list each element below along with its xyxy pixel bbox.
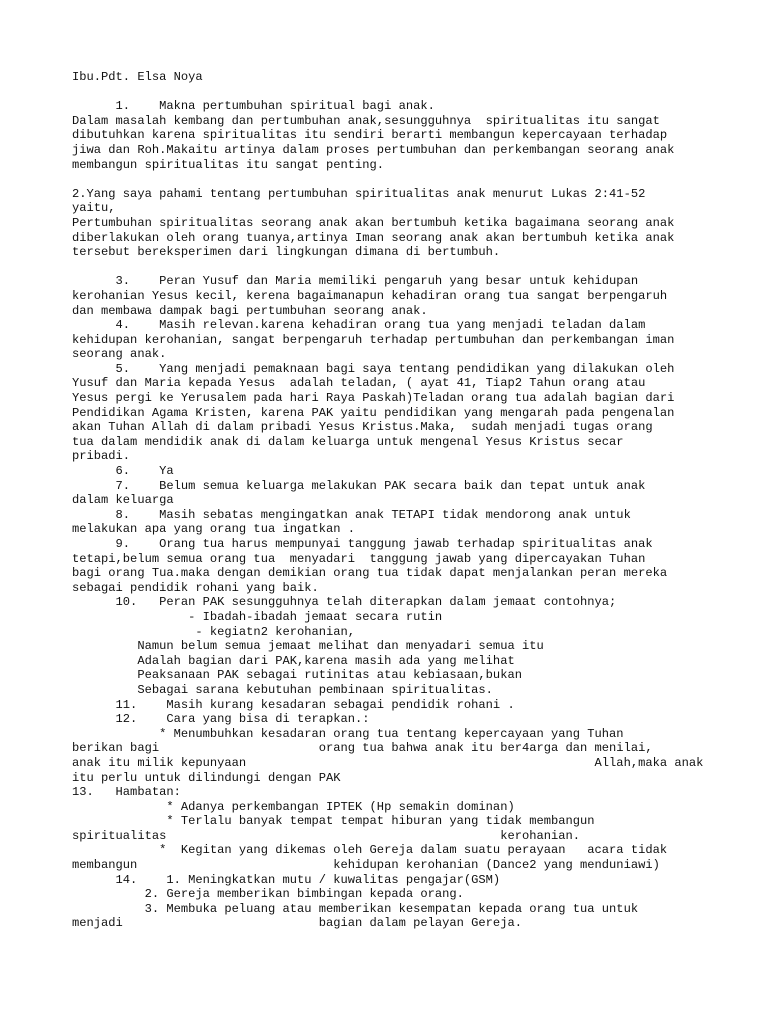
- document-line: 1. Makna pertumbuhan spiritual bagi anak.: [72, 99, 435, 114]
- document-line: Namun belum semua jemaat melihat dan menyadari semua itu: [72, 639, 544, 654]
- document-line: anak itu milik kepunyaan Allah,maka anak: [72, 755, 704, 770]
- document-line: diberlakukan oleh orang tuanya,artinya Iman seorang anak akan bertumbuh ketika anak: [72, 230, 675, 245]
- document-line: membangun kehidupan kerohanian (Dance2 yang menduniawi): [72, 858, 660, 873]
- document-line: menjadi bagian dalam pelayan Gereja.: [72, 916, 522, 931]
- document-line: * Terlalu banyak tempat tempat hiburan yang tidak membangun: [72, 814, 595, 829]
- document-line: berikan bagi orang tua bahwa anak itu ber4arga dan menilai,: [72, 741, 653, 756]
- document-line: akan Tuhan Allah di dalam pribadi Yesus Kristus.Maka, sudah menjadi tugas orang: [72, 420, 653, 435]
- document-line: Peaksanaan PAK sebagai rutinitas atau kebiasaan,bukan: [72, 668, 522, 683]
- document-line: itu perlu untuk dilindungi dengan PAK: [72, 770, 341, 785]
- document-line: 3. Peran Yusuf dan Maria memiliki pengaruh yang besar untuk kehidupan: [72, 274, 639, 289]
- document-line: seorang anak.: [72, 347, 167, 362]
- document-line: * Kegitan yang dikemas oleh Gereja dalam suatu perayaan acara tidak: [72, 843, 668, 858]
- document-line: [72, 85, 712, 100]
- document-line: * Adanya perkembangan IPTEK (Hp semakin dominan): [72, 799, 515, 814]
- document-line: 7. Belum semua keluarga melakukan PAK secara baik dan tepat untuk anak: [72, 478, 646, 493]
- document-line: tua dalam mendidik anak di dalam keluarga untuk mengenal Yesus Kristus secar: [72, 434, 624, 449]
- document-line: sebagai pendidik rohani yang baik.: [72, 580, 319, 595]
- document-line: 9. Orang tua harus mempunyai tanggung jawab terhadap spiritualitas anak: [72, 537, 653, 551]
- document-line: kehidupan kerohanian, sangat berpengaruh terhadap pertumbuhan dan perkembangan iman: [72, 332, 675, 347]
- document-line: Pertumbuhan spiritualitas seorang anak akan bertumbuh ketika bagaimana seorang anak: [72, 215, 675, 230]
- document-line: Yesus pergi ke Yerusalem pada hari Raya Paskah)Teladan orang tua adalah bagian dari: [72, 391, 675, 406]
- document-line: Pendidikan Agama Kristen, karena PAK yaitu pendidikan yang mengarah pada pengenalan: [72, 405, 675, 420]
- document-line: bagi orang Tua.maka dengan demikian orang tua tidak dapat menjalankan peran mereka: [72, 566, 668, 581]
- document-line: - Ibadah-ibadah jemaat secara rutin: [72, 609, 443, 624]
- document-line: Dalam masalah kembang dan pertumbuhan anak,sesungguhnya spiritualitas itu sangat: [72, 113, 660, 128]
- document-line: [72, 172, 712, 187]
- document-line: [72, 260, 712, 275]
- document-line: 13. Hambatan:: [72, 785, 181, 800]
- document-body: [72, 85, 712, 931]
- document-page: [72, 70, 712, 931]
- document-line: Yusuf dan Maria kepada Yesus adalah teladan, ( ayat 41, Tiap2 Tahun orang atau: [72, 376, 646, 391]
- document-line: 5. Yang menjadi pemaknaan bagi saya tentang pendidikan yang dilakukan oleh: [72, 361, 675, 376]
- document-line: 14. 1. Meningkatkan mutu / kuwalitas pengajar(GSM): [72, 872, 501, 887]
- document-line: membangun spiritualitas itu sangat penting.: [72, 157, 385, 172]
- document-line: pribadi.: [72, 449, 131, 464]
- document-line: tersebut bereksperimen dari lingkungan dimana di bertumbuh.: [72, 245, 501, 260]
- document-line: tetapi,belum semua orang tua menyadari tanggung jawab yang dipercayakan Tuhan: [72, 551, 646, 566]
- document-line: Sebagai sarana kebutuhan pembinaan spiritualitas.: [72, 682, 493, 697]
- document-author: Ibu.Pdt. Elsa Noya: [72, 70, 203, 84]
- document-line: 6. Ya: [72, 464, 174, 479]
- document-line: 8. Masih sebatas mengingatkan anak TETAPI tidak mendorong anak untuk: [72, 507, 631, 522]
- document-line: 10. Peran PAK sesungguhnya telah diterapkan dalam jemaat contohnya;: [72, 595, 617, 610]
- document-line: yaitu,: [72, 201, 116, 216]
- document-line: spiritualitas kerohanian.: [72, 828, 581, 843]
- document-line: 3. Membuka peluang atau memberikan kesempatan kepada orang tua untuk: [72, 901, 639, 916]
- document-line: 2.Yang saya pahami tentang pertumbuhan spiritualitas anak menurut Lukas 2:41-52: [72, 186, 646, 201]
- document-line: kerohanian Yesus kecil, kerena bagaimanapun kehadiran orang tua sangat berpengaruh: [72, 288, 668, 303]
- document-line: melakukan apa yang orang tua ingatkan .: [72, 522, 356, 537]
- document-line: jiwa dan Roh.Makaitu artinya dalam proses pertumbuhan dan perkembangan seorang anak: [72, 142, 675, 157]
- document-line: 12. Cara yang bisa di terapkan.:: [72, 712, 370, 727]
- document-line: Adalah bagian dari PAK,karena masih ada yang melihat: [72, 653, 515, 668]
- document-line: 11. Masih kurang kesadaran sebagai pendidik rohani .: [72, 697, 515, 712]
- document-line: dibutuhkan karena spiritualitas itu sendiri berarti membangun kepercayaan terhadap: [72, 128, 668, 143]
- document-line: * Menumbuhkan kesadaran orang tua tentang kepercayaan yang Tuhan: [72, 726, 624, 741]
- document-line: dan membawa dampak bagi pertumbuhan seorang anak.: [72, 303, 428, 318]
- document-line: 2. Gereja memberikan bimbingan kepada orang.: [72, 887, 464, 902]
- document-line: 4. Masih relevan.karena kehadiran orang tua yang menjadi teladan dalam: [72, 318, 646, 333]
- document-line: dalam keluarga: [72, 493, 174, 508]
- document-line: - kegiatn2 kerohanian,: [72, 624, 356, 639]
